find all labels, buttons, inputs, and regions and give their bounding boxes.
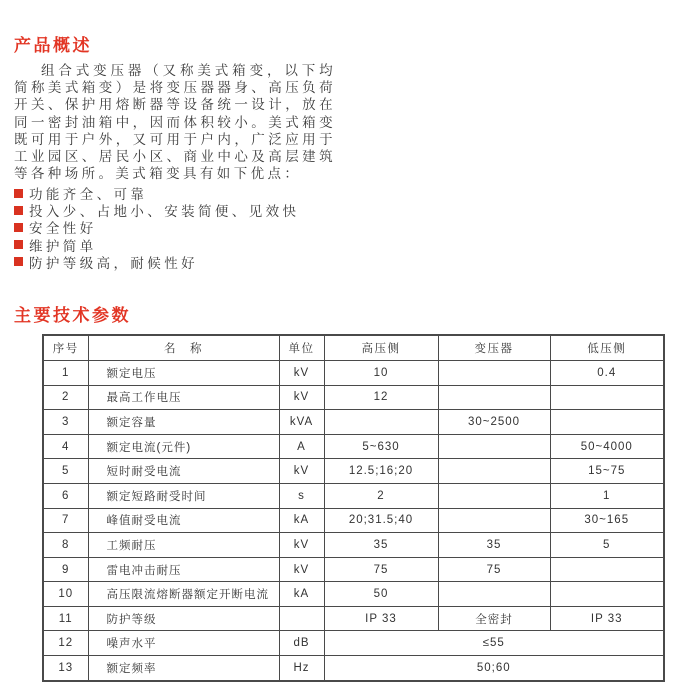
table-row bbox=[43, 410, 664, 435]
cell-name: 防护等级 bbox=[88, 606, 279, 631]
cell-no: 3 bbox=[43, 410, 88, 435]
cell-transformer: 75 bbox=[438, 557, 550, 582]
cell-no: 2 bbox=[43, 385, 88, 410]
cell-name: 额定短路耐受时间 bbox=[88, 483, 279, 508]
list-item bbox=[14, 202, 674, 219]
cell-unit: dB bbox=[279, 631, 324, 656]
table-row bbox=[43, 434, 664, 459]
bullet-text: 维护简单 bbox=[29, 238, 97, 254]
cell-unit: kA bbox=[279, 582, 324, 607]
table-row bbox=[43, 360, 664, 385]
column-header-hv-side: 高压侧 bbox=[324, 335, 438, 360]
cell-hv-side: 2 bbox=[324, 483, 438, 508]
cell-no: 11 bbox=[43, 606, 88, 631]
overview-paragraph: 组合式变压器（又称美式箱变，以下均简称美式箱变）是将变压器器身、高压负荷开关、保护用熔断器等设备统一设计，放在同一密封油箱中，因而体积较小。美式箱变既可用于户外，又可用于户内，广泛应用于工业园区、居民小区、商业中心及高层建筑等各种场所。美式箱变具有如下优点： bbox=[14, 63, 336, 182]
cell-no: 6 bbox=[43, 483, 88, 508]
cell-name: 峰值耐受电流 bbox=[88, 508, 279, 533]
cell-lv-side bbox=[550, 582, 664, 607]
list-item bbox=[14, 219, 674, 236]
cell-unit: kA bbox=[279, 508, 324, 533]
cell-name: 噪声水平 bbox=[88, 631, 279, 656]
cell-name: 额定容量 bbox=[88, 410, 279, 435]
cell-hv-side: IP 33 bbox=[324, 606, 438, 631]
cell-no: 10 bbox=[43, 582, 88, 607]
bullet-text: 防护等级高，耐候性好 bbox=[29, 255, 198, 271]
table-row bbox=[43, 483, 664, 508]
cell-lv-side: 1 bbox=[550, 483, 664, 508]
cell-unit: Hz bbox=[279, 656, 324, 681]
bullet-square-icon bbox=[14, 223, 23, 232]
cell-no: 5 bbox=[43, 459, 88, 484]
cell-hv-side: 12 bbox=[324, 385, 438, 410]
bullet-text: 安全性好 bbox=[29, 221, 97, 237]
parameters-table-head bbox=[43, 335, 664, 360]
cell-no: 12 bbox=[43, 631, 88, 656]
cell-transformer bbox=[438, 385, 550, 410]
cell-unit: kV bbox=[279, 360, 324, 385]
bullet-square-icon bbox=[14, 240, 23, 249]
overview-heading: 产品概述 bbox=[14, 36, 92, 55]
column-header-unit: 单位 bbox=[279, 335, 324, 360]
cell-lv-side: 15~75 bbox=[550, 459, 664, 484]
cell-lv-side: IP 33 bbox=[550, 606, 664, 631]
bullet-text: 投入少、占地小、安装简便、见效快 bbox=[29, 204, 300, 220]
cell-no: 1 bbox=[43, 360, 88, 385]
cell-lv-side bbox=[550, 385, 664, 410]
cell-hv-side: 50 bbox=[324, 582, 438, 607]
cell-hv-side: 12.5;16;20 bbox=[324, 459, 438, 484]
table-row bbox=[43, 631, 664, 656]
table-header-row bbox=[43, 335, 664, 360]
bullet-square-icon bbox=[14, 206, 23, 215]
cell-unit bbox=[279, 606, 324, 631]
list-item bbox=[14, 236, 674, 253]
cell-no: 7 bbox=[43, 508, 88, 533]
cell-name: 短时耐受电流 bbox=[88, 459, 279, 484]
table-row bbox=[43, 582, 664, 607]
cell-name: 工频耐压 bbox=[88, 533, 279, 558]
table-row bbox=[43, 557, 664, 582]
parameters-heading: 主要技术参数 bbox=[14, 306, 131, 326]
cell-transformer: 35 bbox=[438, 533, 550, 558]
cell-transformer: 全密封 bbox=[438, 606, 550, 631]
cell-no: 8 bbox=[43, 533, 88, 558]
cell-lv-side bbox=[550, 410, 664, 435]
cell-hv-side bbox=[324, 410, 438, 435]
table-row bbox=[43, 385, 664, 410]
cell-lv-side: 0.4 bbox=[550, 360, 664, 385]
bullet-square-icon bbox=[14, 257, 23, 266]
cell-unit: s bbox=[279, 483, 324, 508]
cell-transformer bbox=[438, 459, 550, 484]
cell-transformer bbox=[438, 434, 550, 459]
column-header-lv-side: 低压侧 bbox=[550, 335, 664, 360]
cell-unit: kV bbox=[279, 385, 324, 410]
cell-hv-side: 10 bbox=[324, 360, 438, 385]
cell-name: 额定电流(元件) bbox=[88, 434, 279, 459]
cell-name: 额定电压 bbox=[88, 360, 279, 385]
table-row bbox=[43, 459, 664, 484]
cell-no: 4 bbox=[43, 434, 88, 459]
bullet-text: 功能齐全、可靠 bbox=[29, 187, 148, 203]
table-row bbox=[43, 656, 664, 681]
parameters-table bbox=[42, 334, 665, 681]
cell-name: 高压限流熔断器额定开断电流 bbox=[88, 582, 279, 607]
cell-no: 13 bbox=[43, 656, 88, 681]
bullet-square-icon bbox=[14, 189, 23, 198]
cell-lv-side: 5 bbox=[550, 533, 664, 558]
column-header-transformer: 变压器 bbox=[438, 335, 550, 360]
column-header-no: 序号 bbox=[43, 335, 88, 360]
cell-unit: kV bbox=[279, 459, 324, 484]
cell-hv-side: 35 bbox=[324, 533, 438, 558]
list-item bbox=[14, 253, 674, 270]
cell-hv-side: 5~630 bbox=[324, 434, 438, 459]
list-item bbox=[14, 184, 674, 201]
product-overview-section bbox=[0, 0, 674, 270]
technical-parameters-section bbox=[0, 306, 674, 681]
parameters-table-body bbox=[43, 360, 664, 680]
cell-merged-value: 50;60 bbox=[324, 656, 664, 681]
cell-unit: kV bbox=[279, 533, 324, 558]
table-row bbox=[43, 606, 664, 631]
cell-name: 最高工作电压 bbox=[88, 385, 279, 410]
cell-lv-side: 50~4000 bbox=[550, 434, 664, 459]
cell-lv-side: 30~165 bbox=[550, 508, 664, 533]
cell-transformer bbox=[438, 360, 550, 385]
cell-name: 雷电冲击耐压 bbox=[88, 557, 279, 582]
cell-merged-value: ≤55 bbox=[324, 631, 664, 656]
cell-transformer: 30~2500 bbox=[438, 410, 550, 435]
cell-unit: kVA bbox=[279, 410, 324, 435]
cell-hv-side: 20;31.5;40 bbox=[324, 508, 438, 533]
cell-transformer bbox=[438, 582, 550, 607]
cell-transformer bbox=[438, 508, 550, 533]
cell-hv-side: 75 bbox=[324, 557, 438, 582]
feature-list bbox=[14, 184, 674, 270]
cell-unit: A bbox=[279, 434, 324, 459]
cell-no: 9 bbox=[43, 557, 88, 582]
cell-lv-side bbox=[550, 557, 664, 582]
table-row bbox=[43, 533, 664, 558]
column-header-name: 名 称 bbox=[88, 335, 279, 360]
cell-unit: kV bbox=[279, 557, 324, 582]
cell-transformer bbox=[438, 483, 550, 508]
table-row bbox=[43, 508, 664, 533]
cell-name: 额定频率 bbox=[88, 656, 279, 681]
